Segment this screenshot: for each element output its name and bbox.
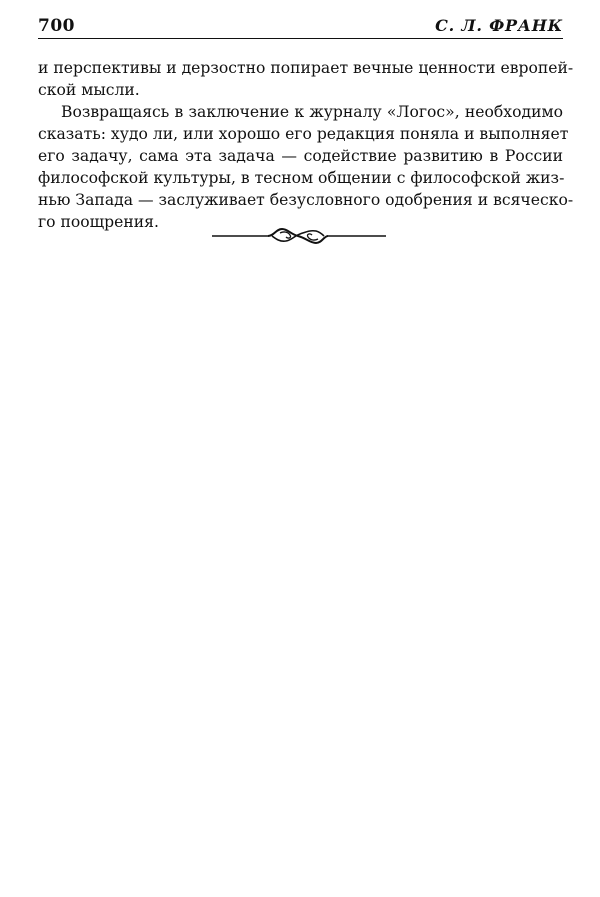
text-line: сказать: худо ли, или хорошо его редакция поняла и выполняет xyxy=(38,125,569,143)
page-number: 700 xyxy=(38,16,75,36)
text-line: философской культуры, в тесном общении с философской жиз- xyxy=(38,169,565,187)
text-line: и перспективы и дерзостно попирает вечные ценности европей- xyxy=(38,59,574,77)
flourish-divider-icon xyxy=(212,224,386,248)
text-line: его задачу, сама эта задача — содействие развитию в России xyxy=(38,147,563,165)
text-line: Возвращаясь в заключение к журналу «Логос», необходимо xyxy=(61,103,563,121)
text-line: ской мысли. xyxy=(38,81,140,99)
text-line: го поощрения. xyxy=(38,213,159,231)
text-line: нью Запада — заслуживает безусловного одобрения и всяческо- xyxy=(38,191,574,209)
running-header xyxy=(38,14,563,39)
body-text xyxy=(38,57,574,233)
running-head-author: С. Л. ФРАНК xyxy=(435,16,563,35)
